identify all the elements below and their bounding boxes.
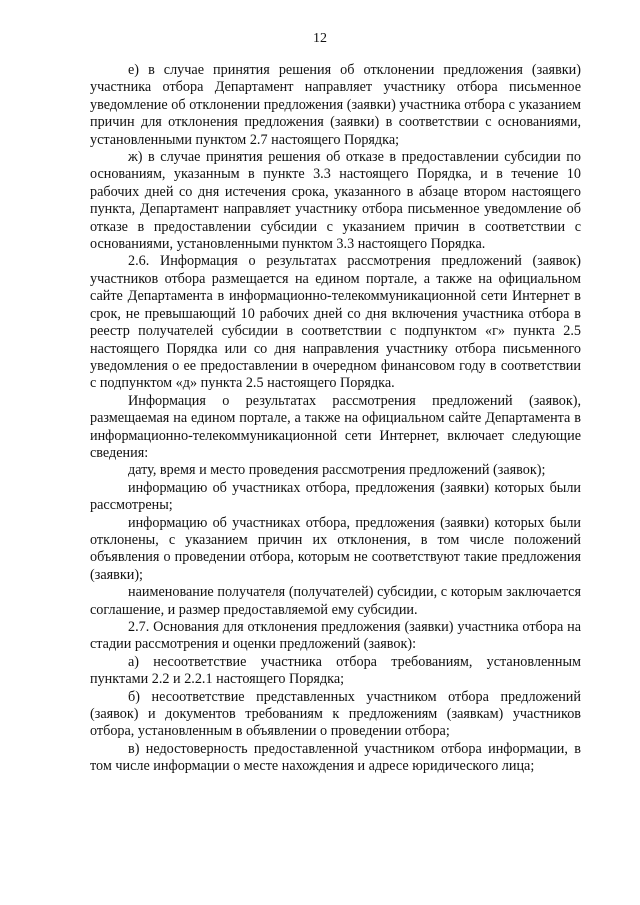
list-item-recipient-name: наименование получателя (получателей) субсидии, с которым заключается соглашение, и размер предоставляемой ему субсидии. [90,584,581,618]
paragraph-2-7: 2.7. Основания для отклонения предложения (заявки) участника отбора на стадии рассмотрения и оценки предложений (заявок): [90,619,581,653]
paragraph-b: б) несоответствие представленных участником отбора предложений (заявок) и документов требованиям к предложениям (заявкам) участников отбора, установленным в объявлении о проведении отбора; [90,688,581,740]
paragraph-a: а) несоответствие участника отбора требованиям, установленным пунктами 2.2 и 2.2.1 настоящего Порядка; [90,653,581,688]
list-item-date-time-place: дату, время и место проведения рассмотрения предложений (заявок); [128,462,546,479]
document-body [90,62,581,776]
page-number: 12 [313,31,327,46]
paragraph-info-published: Информация о результатах рассмотрения предложений (заявок), размещаемая на едином портале, а также на официальном сайте Департамента в информационно-телекоммуникационной сети Интернет, включает следующие сведения: [90,392,581,461]
paragraph-zh: ж) в случае принятия решения об отказе в предоставлении субсидии по основаниям, указанным в пункте 3.3 настоящего Порядка, и в течение 10 рабочих дней со дня истечения срока, указанного в абзаце втором настоящего пункта, Департамент направляет участнику отбора письменное уведомление об отказе в предоставлении субсидии с указанием причин в соответствии с основаниями, установленными пунктом 3.3 настоящего Порядка. [90,149,581,253]
paragraph-2-6: 2.6. Информация о результатах рассмотрения предложений (заявок) участников отбора размещается на едином портале, а также на официальном сайте Департамента в информационно-телекоммуникационной сети Интернет в срок, не превышающий 10 рабочих дней со дня включения участника отбора в реестр получателей субсидии в соответствии с подпунктом «г» пункта 2.5 настоящего Порядка или со дня направления участнику отбора письменного уведомления о ее предоставлении в очередном финансовом году в соответствии с подпунктом «д» пункта 2.5 настоящего Порядка. [90,253,581,392]
list-item-rejected-participants: информацию об участниках отбора, предложения (заявки) которых были отклонены, с указанием причин их отклонения, в том числе положений объявления о проведении отбора, которым не соответствуют такие предложения (заявки); [90,514,581,583]
list-item-reviewed-participants: информацию об участниках отбора, предложения (заявки) которых были рассмотрены; [90,479,581,514]
paragraph-v: в) недостоверность предоставленной участником отбора информации, в том числе информации о месте нахождения и адресе юридического лица; [90,740,581,775]
paragraph-e: е) в случае принятия решения об отклонении предложения (заявки) участника отбора Департамент направляет участнику отбора письменное уведомление об отклонении предложения (заявки) участника отбора с указанием причин для отклонения предложения (заявки) в соответствии с основаниями, установленными пунктом 2.7 настоящего Порядка; [90,62,581,148]
